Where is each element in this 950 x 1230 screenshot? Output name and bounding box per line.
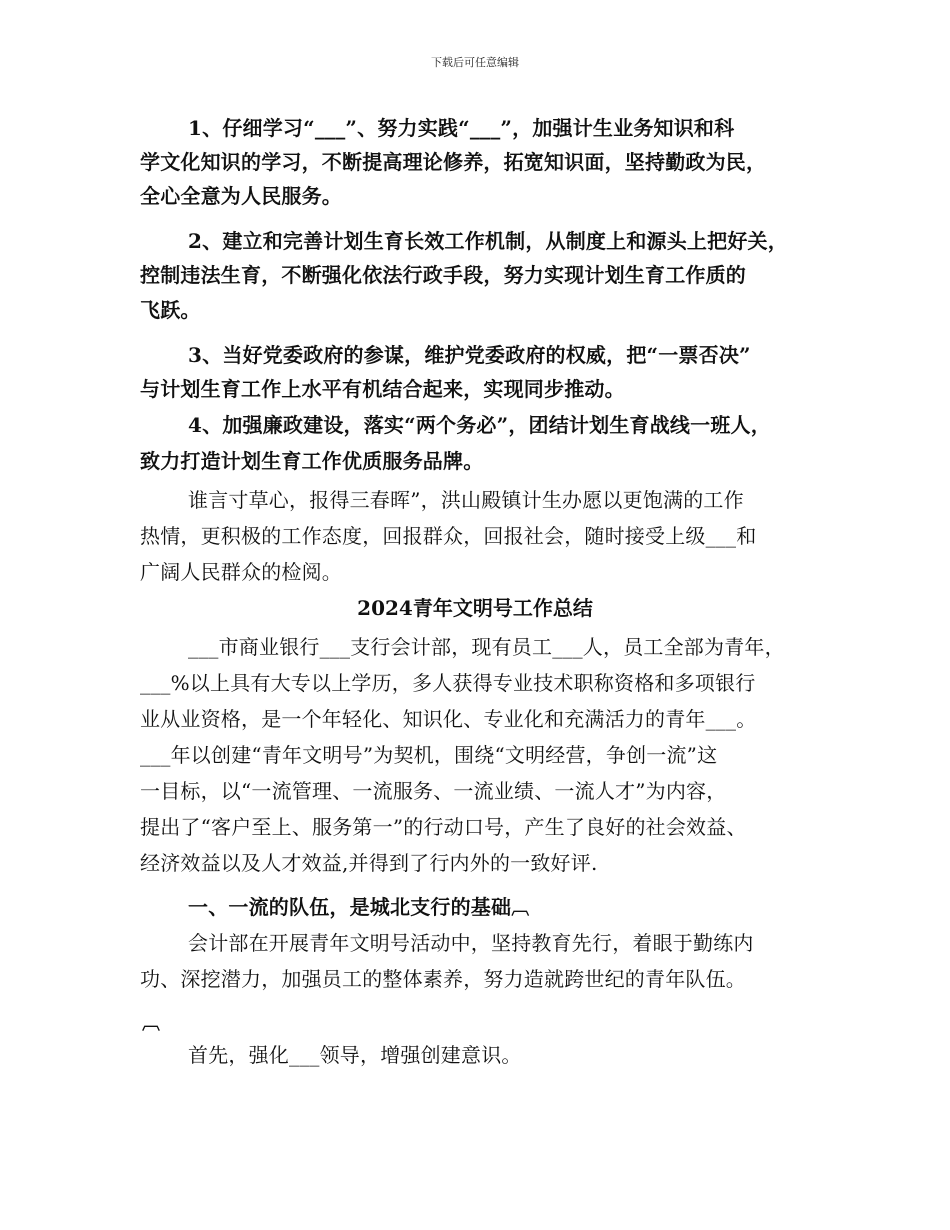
item-1-line-2: 学文化知识的学习，不断提高理论修养，拓宽知识面，坚持勤政为民， bbox=[140, 150, 767, 174]
section-1-heading-text: 一、一流的队伍，是城北支行的基础 bbox=[188, 895, 512, 919]
closing-line-1: 谁言寸草心，报得三春晖”，洪山殿镇计生办愿以更饱满的工作 bbox=[188, 488, 744, 512]
intro-line-2: ___%以上具有大专以上学历，多人获得专业技术职称资格和多项银行 bbox=[140, 671, 756, 695]
intro-line-3: 业从业资格，是一个年轻化、知识化、专业化和充满活力的青年___。 bbox=[140, 707, 757, 731]
item-2-line-1: 2、建立和完善计划生育长效工作机制，从制度上和源头上把好关， bbox=[188, 229, 788, 253]
format-mark-icon: ︹ bbox=[511, 898, 530, 919]
intro-line-1: ___市商业银行___支行会计部，现有员工___人，员工全部为青年， bbox=[188, 635, 785, 659]
item-4-line-2: 致力打造计划生育工作优质服务品牌。 bbox=[140, 449, 484, 473]
item-3-line-1: 3、当好党委政府的参谋，维护党委政府的权威，把“一票否决” bbox=[188, 343, 751, 367]
document-title: 2024青年文明号工作总结 bbox=[357, 596, 593, 620]
intro-line-5: 一目标，以“一流管理、一流服务、一流业绩、一流人才”为内容， bbox=[140, 779, 727, 803]
item-1-line-3: 全心全意为人民服务。 bbox=[140, 184, 342, 208]
intro-line-7: 经济效益以及人才效益,并得到了行内外的一致好评. bbox=[140, 851, 598, 875]
closing-line-3: 广阔人民群众的检阅。 bbox=[140, 560, 342, 584]
intro-line-6: 提出了“客户至上、服务第一”的行动口号，产生了良好的社会效益、 bbox=[140, 815, 747, 839]
item-4-line-1: 4、加强廉政建设，落实“两个务必”，团结计划生育战线一班人， bbox=[188, 413, 771, 437]
format-mark-icon-2: ︹ bbox=[142, 1013, 161, 1034]
page-header: 下载后可任意编辑 bbox=[431, 56, 519, 69]
item-1-line-1: 1、仔细学习“___”、努力实践“___”，加强计生业务知识和科 bbox=[188, 116, 735, 140]
section-1-para-line-2: 功、深挖潜力，加强员工的整体素养，努力造就跨世纪的青年队伍。 bbox=[140, 967, 746, 991]
section-1-heading bbox=[188, 893, 529, 923]
item-3-line-2: 与计划生育工作上水平有机结合起来，实现同步推动。 bbox=[140, 377, 625, 401]
item-2-line-3: 飞跃。 bbox=[140, 298, 201, 322]
item-2-line-2: 控制违法生育，不断强化依法行政手段，努力实现计划生育工作质的 bbox=[140, 263, 746, 287]
section-1-para-line-1: 会计部在开展青年文明号活动中，坚持教育先行，着眼于勤练内 bbox=[188, 931, 754, 955]
section-1-para-line-3: 首先，强化___领导，增强创建意识。 bbox=[188, 1043, 522, 1067]
intro-line-4: ___年以创建“青年文明号”为契机，围绕“文明经营，争创一流”这 bbox=[140, 743, 718, 767]
closing-line-2: 热情，更积极的工作态度，回报群众，回报社会，随时接受上级___和 bbox=[140, 524, 757, 548]
